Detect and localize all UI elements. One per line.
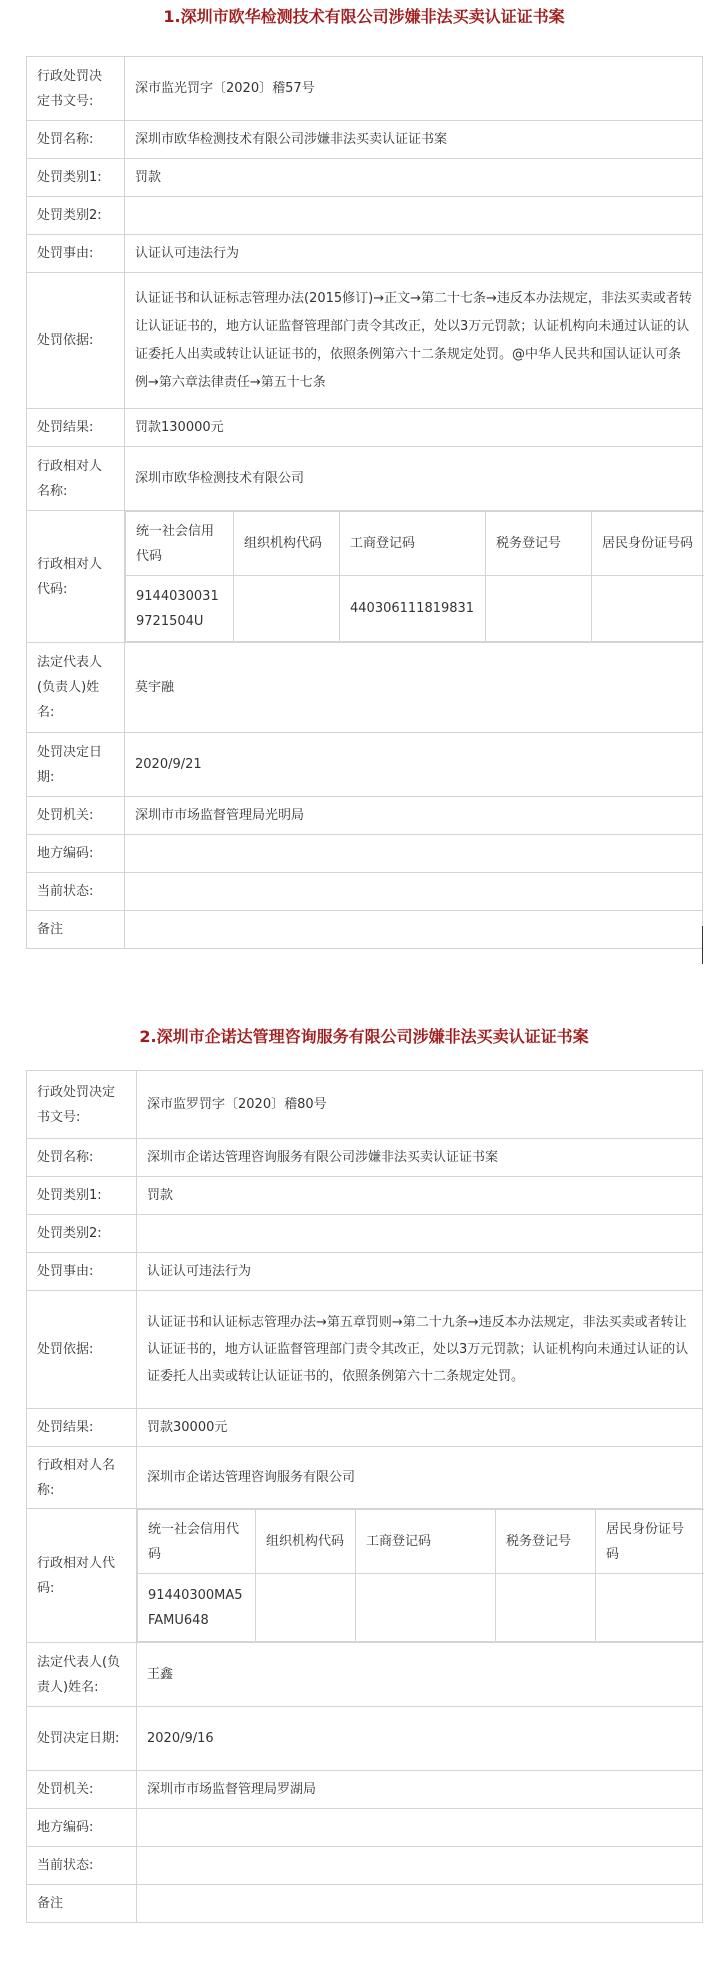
party-label: 行政相对人名称: (27, 447, 125, 511)
code-value-tax (486, 576, 592, 642)
codes-label: 行政相对人代码: (27, 1509, 137, 1643)
doc-no-value: 深市监光罚字〔2020〕稽57号 (125, 57, 703, 121)
reason-label: 处罚事由: (27, 235, 125, 273)
note-value (137, 1885, 703, 1923)
date-label: 处罚决定日期: (27, 733, 125, 797)
basis-label: 处罚依据: (27, 273, 125, 409)
code-header-id: 居民身份证号码 (596, 1510, 704, 1574)
category2-label: 处罚类别2: (27, 197, 125, 235)
code-value-id (596, 1574, 704, 1642)
reason-value: 认证认可违法行为 (125, 235, 703, 273)
date-value: 2020/9/16 (137, 1707, 703, 1771)
code-value-credit: 91440300319721504U (126, 576, 234, 642)
status-value (137, 1847, 703, 1885)
date-label: 处罚决定日期: (27, 1707, 137, 1771)
rep-label: 法定代表人(负责人)姓名: (27, 643, 125, 733)
cursor-edge-line (702, 926, 703, 964)
doc-no-label: 行政处罚决定书文号: (27, 57, 125, 121)
case-title: 1.深圳市欧华检测技术有限公司涉嫌非法买卖认证证书案 (163, 7, 565, 26)
region-label: 地方编码: (27, 1809, 137, 1847)
code-header-org: 组织机构代码 (256, 1510, 356, 1574)
result-label: 处罚结果: (27, 1409, 137, 1447)
party-value: 深圳市企诺达管理咨询服务有限公司 (137, 1447, 703, 1509)
doc-no-label: 行政处罚决定书文号: (27, 1071, 137, 1139)
category1-value: 罚款 (137, 1177, 703, 1215)
region-label: 地方编码: (27, 835, 125, 873)
name-value: 深圳市欧华检测技术有限公司涉嫌非法买卖认证证书案 (125, 121, 703, 159)
code-header-credit: 统一社会信用代码 (126, 512, 234, 576)
penalty-table (26, 56, 703, 949)
date-value: 2020/9/21 (125, 733, 703, 797)
result-value: 罚款130000元 (125, 409, 703, 447)
code-value-business: 440306111819831 (340, 576, 486, 642)
doc-no-value: 深市监罗罚字〔2020〕稽80号 (137, 1071, 703, 1139)
code-value-business (356, 1574, 496, 1642)
basis-value: 认证证书和认证标志管理办法(2015修订)→正文→第二十七条→违反本办法规定，非法买卖或者转让认证证书的，地方认证监督管理部门责令其改正，处以3万元罚款；认证机构向未通过认证的认证委托人出卖或转让认证证书的，依照条例第六十二条规定处罚。@中华人民共和国认证认可条例→第六章法律责任→第五十七条 (125, 273, 703, 409)
codes-cell (125, 511, 703, 643)
category1-label: 处罚类别1: (27, 159, 125, 197)
codes-table (125, 511, 704, 642)
result-label: 处罚结果: (27, 409, 125, 447)
authority-label: 处罚机关: (27, 797, 125, 835)
code-header-business: 工商登记码 (356, 1510, 496, 1574)
code-value-org (234, 576, 340, 642)
codes-label: 行政相对人代码: (27, 511, 125, 643)
note-label: 备注 (27, 911, 125, 949)
code-header-credit: 统一社会信用代码 (138, 1510, 256, 1574)
name-value: 深圳市企诺达管理咨询服务有限公司涉嫌非法买卖认证证书案 (137, 1139, 703, 1177)
basis-value: 认证证书和认证标志管理办法→第五章罚则→第二十九条→违反本办法规定，非法买卖或者转让认证证书的，地方认证监督管理部门责令其改正，处以3万元罚款；认证机构向未通过认证的认证委托人出卖或转让认证证书的，依照条例第六十二条规定处罚。 (137, 1291, 703, 1409)
authority-value: 深圳市市场监督管理局光明局 (125, 797, 703, 835)
case-title: 2.深圳市企诺达管理咨询服务有限公司涉嫌非法买卖认证证书案 (139, 1027, 589, 1046)
authority-value: 深圳市市场监督管理局罗湖局 (137, 1771, 703, 1809)
reason-label: 处罚事由: (27, 1253, 137, 1291)
code-value-org (256, 1574, 356, 1642)
party-label: 行政相对人名称: (27, 1447, 137, 1509)
reason-value: 认证认可违法行为 (137, 1253, 703, 1291)
code-value-credit: 91440300MA5FAMU648 (138, 1574, 256, 1642)
rep-label: 法定代表人(负责人)姓名: (27, 1643, 137, 1707)
code-value-tax (496, 1574, 596, 1642)
region-value (137, 1809, 703, 1847)
note-label: 备注 (27, 1885, 137, 1923)
code-value-id (592, 576, 704, 642)
code-header-business: 工商登记码 (340, 512, 486, 576)
category2-value (125, 197, 703, 235)
rep-value: 莫宇融 (125, 643, 703, 733)
code-header-tax: 税务登记号 (486, 512, 592, 576)
result-value: 罚款30000元 (137, 1409, 703, 1447)
penalty-table (26, 1070, 703, 1923)
party-value: 深圳市欧华检测技术有限公司 (125, 447, 703, 511)
code-header-id: 居民身份证号码 (592, 512, 704, 576)
category2-label: 处罚类别2: (27, 1215, 137, 1253)
category1-label: 处罚类别1: (27, 1177, 137, 1215)
region-value (125, 835, 703, 873)
basis-label: 处罚依据: (27, 1291, 137, 1409)
name-label: 处罚名称: (27, 121, 125, 159)
category1-value: 罚款 (125, 159, 703, 197)
code-header-tax: 税务登记号 (496, 1510, 596, 1574)
status-value (125, 873, 703, 911)
authority-label: 处罚机关: (27, 1771, 137, 1809)
name-label: 处罚名称: (27, 1139, 137, 1177)
note-value (125, 911, 703, 949)
category2-value (137, 1215, 703, 1253)
codes-cell (137, 1509, 703, 1643)
rep-value: 王鑫 (137, 1643, 703, 1707)
status-label: 当前状态: (27, 1847, 137, 1885)
code-header-org: 组织机构代码 (234, 512, 340, 576)
codes-table (137, 1509, 704, 1642)
status-label: 当前状态: (27, 873, 125, 911)
